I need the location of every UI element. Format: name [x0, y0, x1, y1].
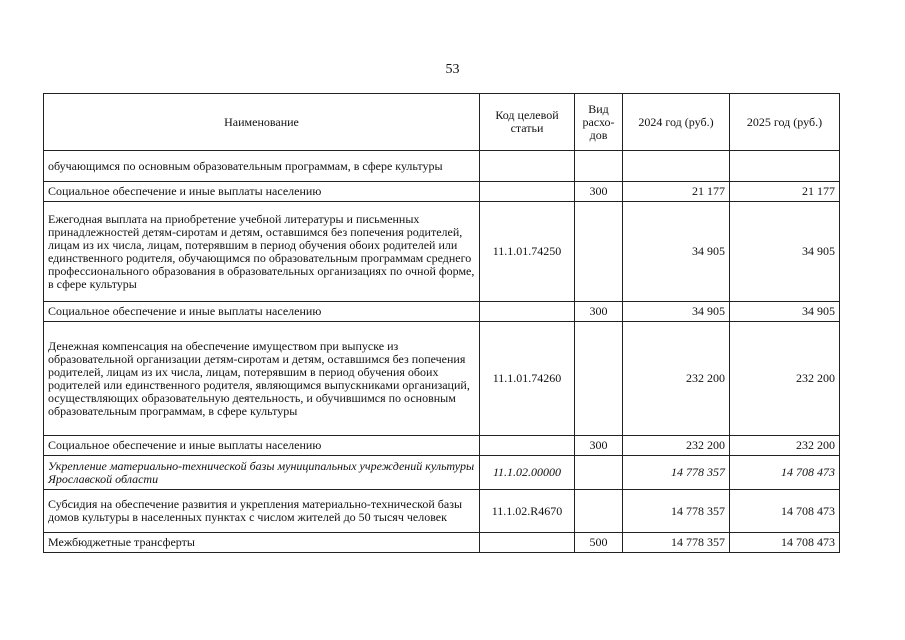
- row-2025-cell: [730, 151, 840, 182]
- row-2024-cell: 34 905: [623, 202, 730, 302]
- row-name-cell: Межбюджетные трансферты: [44, 533, 480, 553]
- row-2024-cell: 232 200: [623, 322, 730, 436]
- table-body: [44, 151, 840, 553]
- row-code-cell: [480, 436, 575, 456]
- row-2025-cell: 21 177: [730, 182, 840, 202]
- table-row: [44, 436, 840, 456]
- row-2024-cell: 34 905: [623, 302, 730, 322]
- row-2025-cell: 14 708 473: [730, 533, 840, 553]
- row-type-cell: 500: [575, 533, 623, 553]
- row-2025-cell: 232 200: [730, 322, 840, 436]
- row-2025-cell: 34 905: [730, 202, 840, 302]
- row-type-cell: 300: [575, 182, 623, 202]
- row-type-cell: [575, 456, 623, 490]
- row-2025-cell: 232 200: [730, 436, 840, 456]
- row-2025-cell: 14 708 473: [730, 490, 840, 533]
- row-2024-cell: [623, 151, 730, 182]
- header-type: Вид расхо-дов: [575, 94, 623, 151]
- table-row: [44, 533, 840, 553]
- row-type-cell: 300: [575, 436, 623, 456]
- table-row: [44, 302, 840, 322]
- row-name-cell: Ежегодная выплата на приобретение учебной литературы и письменных принадлежностей детям-сиротам и детям, оставшимся без попечения родителей, лицам из их числа, лицам, потерявшим в период обучения обоих родителей или единственного родителя, обучающимся по образовательным программам среднего профессионального образования в образовательных организациях по очной форме, в сфере культуры: [44, 202, 480, 302]
- table-row: [44, 456, 840, 490]
- header-2024: 2024 год (руб.): [623, 94, 730, 151]
- row-code-cell: 11.1.02.00000: [480, 456, 575, 490]
- row-type-cell: [575, 151, 623, 182]
- row-2025-cell: 14 708 473: [730, 456, 840, 490]
- row-name-cell: Социальное обеспечение и иные выплаты населению: [44, 182, 480, 202]
- row-code-cell: [480, 533, 575, 553]
- budget-table: [43, 93, 840, 553]
- row-2025-cell: 34 905: [730, 302, 840, 322]
- table-row: [44, 322, 840, 436]
- row-code-cell: 11.1.01.74250: [480, 202, 575, 302]
- row-name-cell: Денежная компенсация на обеспечение имуществом при выпуске из образовательной организации детям-сиротам и детям, оставшимся без попечения родителей, лицам из их числа, лицам, потерявшим в период обучения обоих родителей или единственного родителя, являющимся выпускниками организаций, осуществляющих образовательную деятельность, и обучившимся по основным образовательным программам, в сфере культуры: [44, 322, 480, 436]
- row-name-cell: Укрепление материально-технической базы муниципальных учреждений культуры Ярославской области: [44, 456, 480, 490]
- row-code-cell: 11.1.02.R4670: [480, 490, 575, 533]
- row-code-cell: [480, 151, 575, 182]
- header-code: Код целевой статьи: [480, 94, 575, 151]
- row-type-cell: [575, 202, 623, 302]
- row-code-cell: [480, 182, 575, 202]
- row-code-cell: 11.1.01.74260: [480, 322, 575, 436]
- row-2024-cell: 14 778 357: [623, 490, 730, 533]
- row-2024-cell: 232 200: [623, 436, 730, 456]
- table-row: [44, 182, 840, 202]
- row-2024-cell: 14 778 357: [623, 533, 730, 553]
- page-number: 53: [445, 62, 460, 77]
- header-2025: 2025 год (руб.): [730, 94, 840, 151]
- row-2024-cell: 21 177: [623, 182, 730, 202]
- table-header-row: [44, 94, 840, 151]
- header-name: Наименование: [44, 94, 480, 151]
- row-name-cell: Субсидия на обеспечение развития и укрепления материально-технической базы домов культуры в населенных пунктах с числом жителей до 50 тысяч человек: [44, 490, 480, 533]
- row-name-cell: Социальное обеспечение и иные выплаты населению: [44, 302, 480, 322]
- table-row: [44, 490, 840, 533]
- table-row: [44, 202, 840, 302]
- row-type-cell: [575, 490, 623, 533]
- row-type-cell: [575, 322, 623, 436]
- row-2024-cell: 14 778 357: [623, 456, 730, 490]
- row-type-cell: 300: [575, 302, 623, 322]
- row-name-cell: обучающимся по основным образовательным программам, в сфере культуры: [44, 151, 480, 182]
- table-row: [44, 151, 840, 182]
- row-name-cell: Социальное обеспечение и иные выплаты населению: [44, 436, 480, 456]
- row-code-cell: [480, 302, 575, 322]
